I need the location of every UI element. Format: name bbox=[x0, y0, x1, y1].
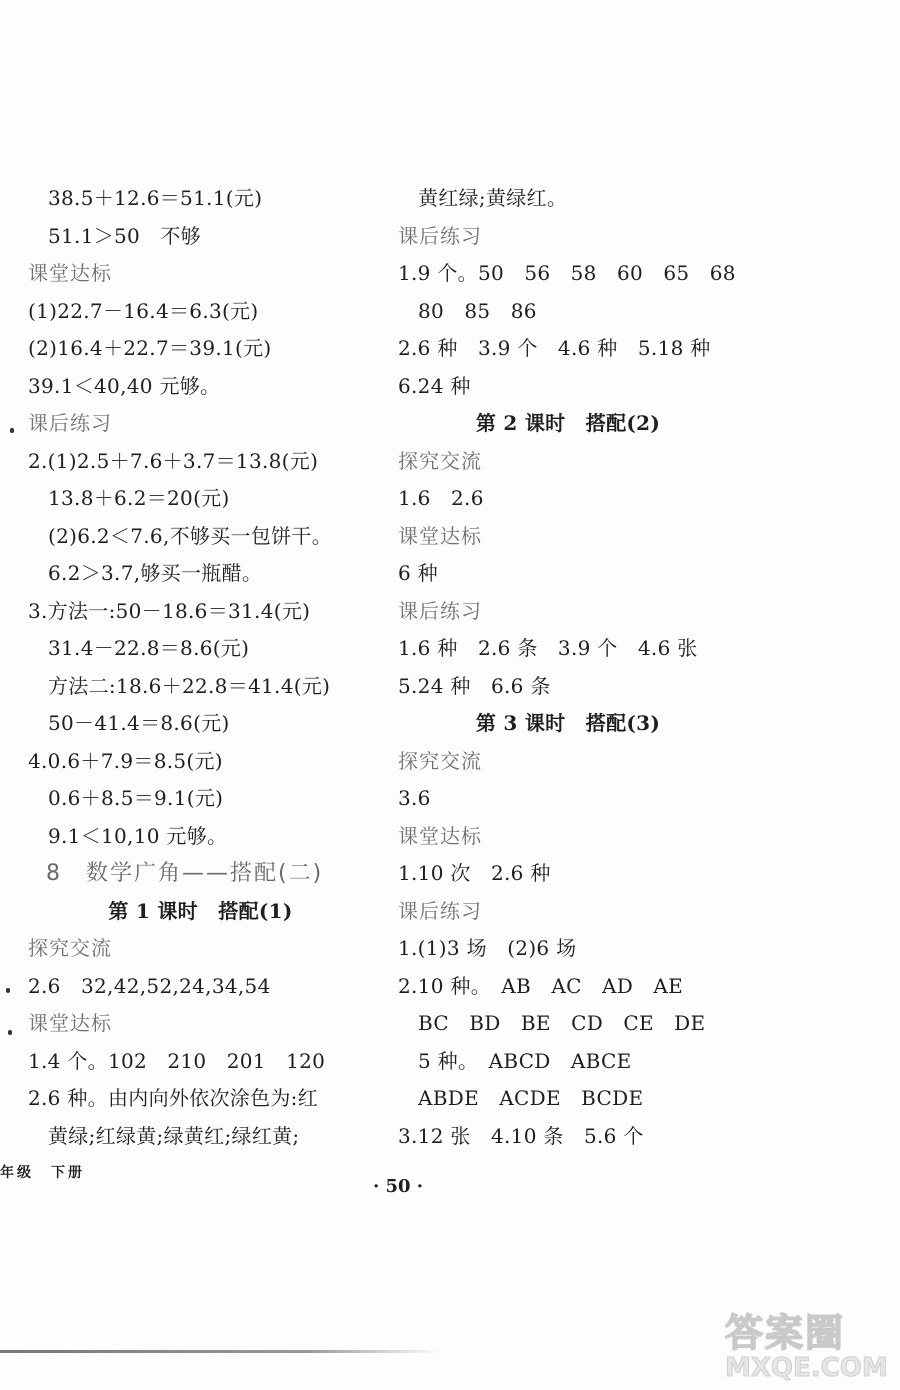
section-heading: 课后练习 bbox=[28, 411, 112, 435]
answer-line: 51.1＞50 不够 bbox=[48, 223, 201, 248]
answer-line: 6.24 种 bbox=[398, 373, 471, 398]
section-heading: 课堂达标 bbox=[28, 1011, 112, 1035]
watermark-logo bbox=[725, 1302, 890, 1382]
scan-speck bbox=[6, 988, 10, 993]
answer-line: 3.12 张 4.10 条 5.6 个 bbox=[398, 1123, 644, 1148]
lesson-title: 第 1 课时 搭配(1) bbox=[108, 898, 293, 923]
answer-line: 5.24 种 6.6 条 bbox=[398, 673, 551, 698]
answer-line: (1)22.7－16.4＝6.3(元) bbox=[28, 298, 259, 323]
answer-line: 31.4－22.8＝8.6(元) bbox=[48, 636, 250, 660]
answer-line: 0.6＋8.5＝9.1(元) bbox=[48, 786, 224, 810]
answer-line: 80 85 86 bbox=[418, 298, 537, 323]
answer-line: 1.6 种 2.6 条 3.9 个 4.6 张 bbox=[398, 636, 698, 660]
answer-line: (2)16.4＋22.7＝39.1(元) bbox=[28, 336, 272, 360]
answer-line: 6.2＞3.7,够买一瓶醋。 bbox=[48, 561, 263, 585]
section-heading: 课后练习 bbox=[398, 898, 482, 923]
answer-line: 3.方法一:50－18.6＝31.4(元) bbox=[28, 598, 311, 623]
answer-line: 39.1＜40,40 元够。 bbox=[28, 373, 221, 398]
section-heading: 课堂达标 bbox=[28, 261, 112, 285]
answer-line: 方法二:18.6＋22.8＝41.4(元) bbox=[48, 673, 331, 698]
answer-line: 13.8＋6.2＝20(元) bbox=[48, 486, 230, 510]
answer-line: 3.6 bbox=[398, 786, 431, 810]
section-heading: 课堂达标 bbox=[398, 823, 482, 848]
section-heading: 课后练习 bbox=[398, 223, 482, 248]
answer-line: 1.6 2.6 bbox=[398, 486, 484, 510]
section-heading: 课堂达标 bbox=[398, 523, 482, 548]
answer-line: 38.5＋12.6＝51.1(元) bbox=[48, 186, 263, 210]
section-heading: 探究交流 bbox=[28, 936, 112, 960]
answer-line: 2.10 种。 AB AC AD AE bbox=[398, 973, 683, 998]
answer-line: 5 种。 ABCD ABCE bbox=[418, 1048, 632, 1073]
answer-line: 2.6 种 3.9 个 4.6 种 5.18 种 bbox=[398, 336, 711, 360]
left-column bbox=[28, 180, 373, 1155]
watermark-url: MXQE.COM bbox=[725, 1353, 888, 1383]
answer-line: 4.0.6＋7.9＝8.5(元) bbox=[28, 748, 223, 773]
lesson-title: 第 2 课时 搭配(2) bbox=[475, 411, 661, 435]
answer-line: 黄绿;红绿黄;绿黄红;绿红黄; bbox=[48, 1123, 300, 1148]
chapter-title: 8 数学广角——搭配(二) bbox=[46, 861, 324, 886]
grade-label: 年级 下册 bbox=[0, 1165, 85, 1181]
answer-line: 9.1＜10,10 元够。 bbox=[48, 823, 228, 848]
section-heading: 探究交流 bbox=[398, 448, 482, 473]
answer-line: ABDE ACDE BCDE bbox=[418, 1086, 644, 1110]
answer-line: 2.6 种。由内向外依次涂色为:红 bbox=[28, 1086, 319, 1110]
answer-line: (2)6.2＜7.6,不够买一包饼干。 bbox=[48, 523, 333, 548]
bottom-rule bbox=[0, 1350, 440, 1353]
answer-line: 6 种 bbox=[398, 561, 438, 585]
answer-line: BC BD BE CD CE DE bbox=[418, 1011, 706, 1035]
answer-line: 1.9 个。50 56 58 60 65 68 bbox=[398, 261, 736, 285]
answer-line: 1.10 次 2.6 种 bbox=[398, 861, 551, 885]
scan-speck bbox=[10, 428, 14, 433]
watermark-mark: 答案圈 bbox=[725, 1311, 846, 1355]
section-heading: 课后练习 bbox=[398, 598, 482, 623]
scan-speck bbox=[8, 1030, 12, 1035]
answer-line: 黄红绿;黄绿红。 bbox=[418, 186, 568, 210]
section-heading: 探究交流 bbox=[398, 748, 482, 773]
lesson-title: 第 3 课时 搭配(3) bbox=[475, 711, 661, 735]
answer-line: 1.(1)3 场 (2)6 场 bbox=[398, 936, 577, 960]
right-column bbox=[398, 180, 738, 1155]
answer-line: 1.4 个。102 210 201 120 bbox=[28, 1048, 326, 1073]
page-number: · 50 · bbox=[372, 1176, 424, 1197]
answer-line: 50－41.4＝8.6(元) bbox=[48, 711, 230, 735]
answer-line: 2.6 32,42,52,24,34,54 bbox=[28, 973, 271, 998]
answer-line: 2.(1)2.5＋7.6＋3.7＝13.8(元) bbox=[28, 448, 319, 473]
